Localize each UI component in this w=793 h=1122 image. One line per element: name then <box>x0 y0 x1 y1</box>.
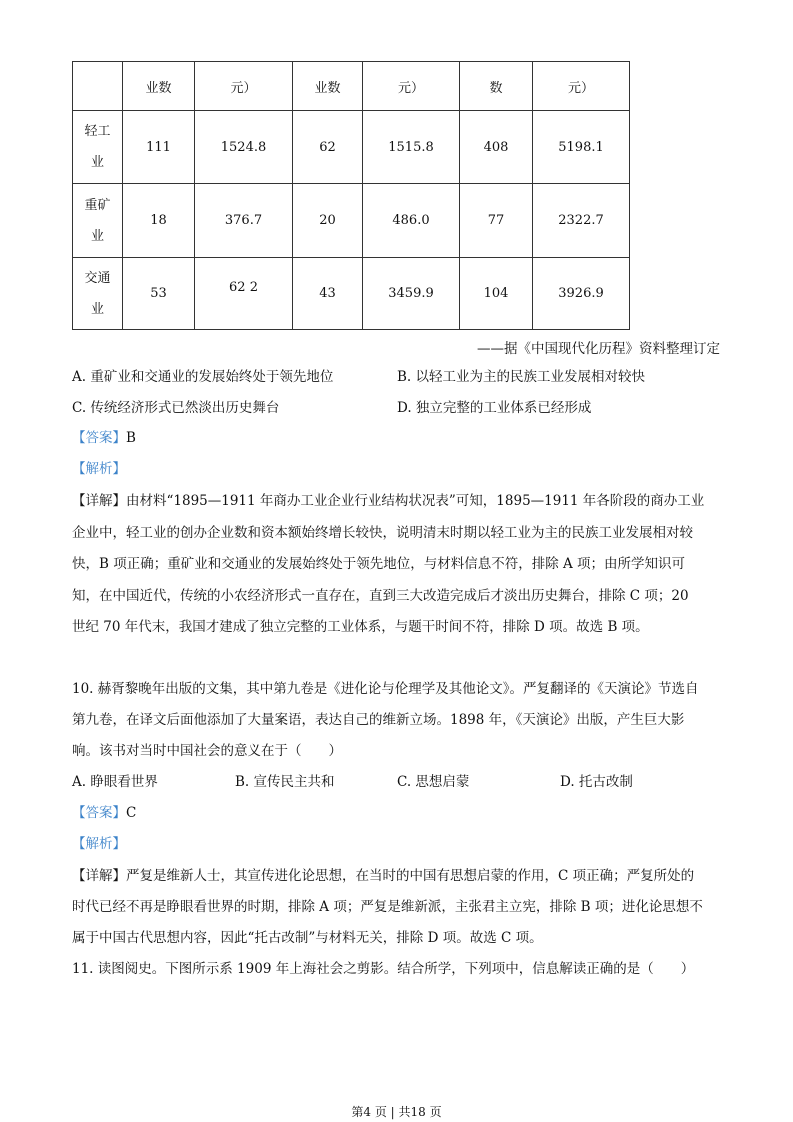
table-cell: 43 <box>293 258 363 330</box>
header-cell: 业数 <box>293 62 363 111</box>
q9-option-b: B. 以轻工业为主的民族工业发展相对较快 <box>397 369 646 385</box>
q10-option-a: A. 睁眼看世界 <box>72 774 158 790</box>
q10-option-b: B. 宣传民主共和 <box>235 774 335 790</box>
header-cell: 元） <box>195 62 293 111</box>
industry-table <box>72 61 630 330</box>
q10-option-c: C. 思想启蒙 <box>397 774 470 790</box>
table-cell: 20 <box>293 184 363 258</box>
q9-option-d: D. 独立完整的工业体系已经形成 <box>397 400 592 416</box>
table-source: ——据《中国现代化历程》资料整理订定 <box>477 341 720 357</box>
q9-detail-line: 世纪 70 年代末，我国才建成了独立完整的工业体系，与题干时间不符，排除 D 项。故选 B 项。 <box>72 619 649 635</box>
table-cell: 2322.7 <box>533 184 630 258</box>
table-cell: 1524.8 <box>195 111 293 184</box>
header-cell: 业数 <box>123 62 195 111</box>
row-label-line: 业 <box>90 228 104 244</box>
table-header-row <box>73 62 630 111</box>
q9-analysis-label: 【解析】 <box>72 461 126 477</box>
header-cell: 数 <box>460 62 533 111</box>
table-cell: 5198.1 <box>533 111 630 184</box>
q11-stem: 11. 读图阅史。下图所示系 1909 年上海社会之剪影。结合所学，下列项中，信息解读正确的是（ ） <box>72 961 695 977</box>
answer-label: 【答案】 <box>72 430 126 446</box>
q10-detail-line: 时代已经不再是睁眼看世界的时期，排除 A 项；严复是维新派，主张君主立宪，排除 B 项；进化论思想不 <box>72 899 703 915</box>
q9-answer <box>72 428 136 448</box>
header-cell <box>73 62 123 111</box>
q10-stem-line: 第九卷，在译文后面他添加了大量案语，表达自己的维新立场。1898 年，《天演论》出版，产生巨大影 <box>72 712 685 728</box>
row-label-line: 轻工 <box>84 124 111 139</box>
header-cell: 元） <box>363 62 460 111</box>
table-cell: 111 <box>123 111 195 184</box>
q10-answer <box>72 803 136 823</box>
row-label <box>73 111 123 184</box>
q9-option-a: A. 重矿业和交通业的发展始终处于领先地位 <box>72 369 334 385</box>
table-cell: 3926.9 <box>533 258 630 330</box>
table-row <box>73 184 630 258</box>
q9-detail-line: 快，B 项正确；重矿业和交通业的发展始终处于领先地位，与材料信息不符，排除 A 项；由所学知识可 <box>72 556 686 572</box>
table-cell: 77 <box>460 184 533 258</box>
table-cell: 3459.9 <box>363 258 460 330</box>
table-cell: 1515.8 <box>363 111 460 184</box>
q10-detail-line: 【详解】严复是维新人士，其宣传进化论思想，在当时的中国有思想启蒙的作用，C 项正确；严复所处的 <box>72 868 695 884</box>
answer-value: C <box>126 805 137 821</box>
q10-stem-line: 响。该书对当时中国社会的意义在于（ ） <box>72 743 342 759</box>
q10-detail-line: 属于中国古代思想内容，因此“托古改制”与材料无关，排除 D 项。故选 C 项。 <box>72 930 543 946</box>
q10-stem-line: 10. 赫胥黎晚年出版的文集，其中第九卷是《进化论与伦理学及其他论文》。严复翻译的《天演论》节选自 <box>72 681 699 697</box>
table-cell: 376.7 <box>195 184 293 258</box>
table-cell: 62 <box>293 111 363 184</box>
answer-value: B <box>126 430 136 446</box>
q9-detail-line: 知，在中国近代，传统的小农经济形式一直存在，直到三大改造完成后才淡出历史舞台，排除 C 项；20 <box>72 588 689 604</box>
table-row <box>73 258 630 330</box>
q10-option-d: D. 托古改制 <box>560 774 633 790</box>
table-cell: 486.0 <box>363 184 460 258</box>
table-cell: 408 <box>460 111 533 184</box>
q9-detail-line: 企业中，轻工业的创办企业数和资本额始终增长较快，说明清末时期以轻工业为主的民族工业发展相对较 <box>72 525 693 541</box>
row-label <box>73 184 123 258</box>
row-label-line: 业 <box>90 155 104 170</box>
table-cell: 104 <box>460 258 533 330</box>
answer-label: 【答案】 <box>72 805 126 821</box>
q9-detail-line: 【详解】由材料“1895—1911 年商办工业企业行业结构状况表”可知，1895—1911 年各阶段的商办工业 <box>72 493 705 509</box>
row-label-line: 交通 <box>84 270 111 286</box>
row-label <box>73 258 123 330</box>
row-label-line: 业 <box>90 301 104 317</box>
row-label-line: 重矿 <box>84 197 111 213</box>
table-row <box>73 111 630 184</box>
table-cell: 18 <box>123 184 195 258</box>
table-cell: 62 2 <box>195 258 293 330</box>
page-footer: 第4 页 | 共18 页 <box>351 1105 442 1119</box>
q9-option-c: C. 传统经济形式已然淡出历史舞台 <box>72 400 280 416</box>
table-cell: 53 <box>123 258 195 330</box>
header-cell: 元） <box>533 62 630 111</box>
q10-analysis-label: 【解析】 <box>72 836 126 852</box>
